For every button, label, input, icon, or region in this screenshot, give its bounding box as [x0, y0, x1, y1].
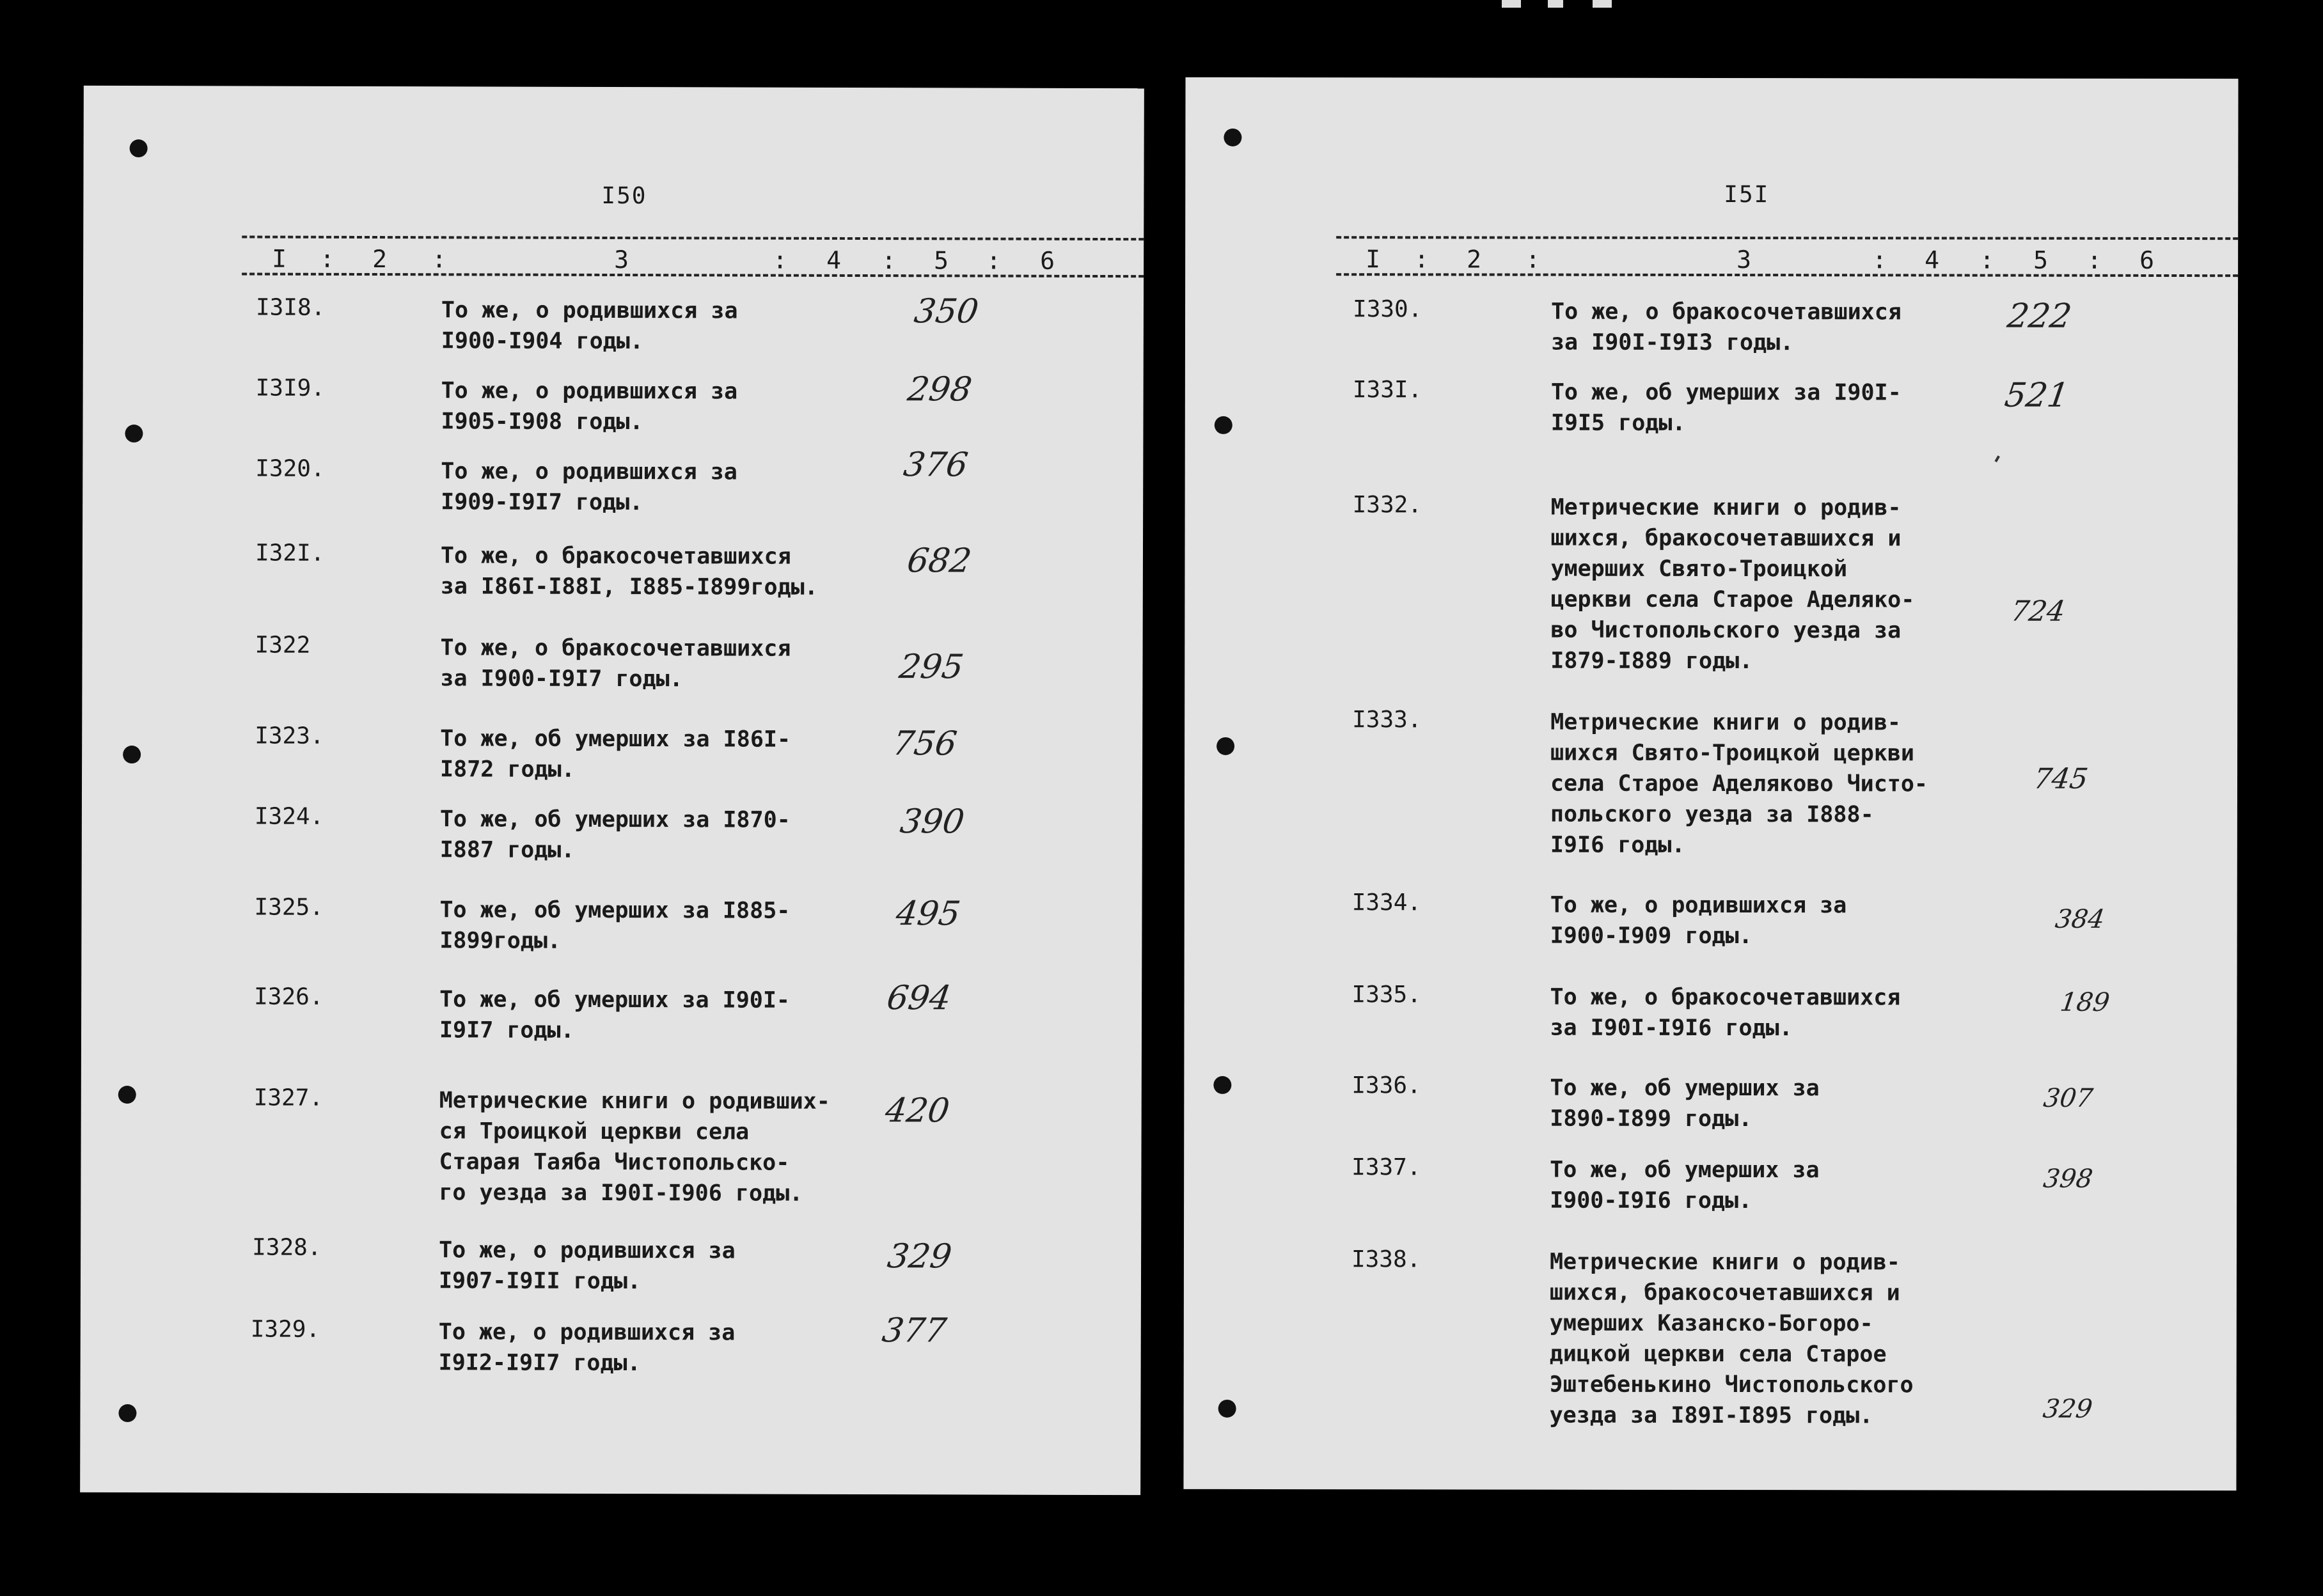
sheet-count: 377 — [879, 1311, 949, 1350]
sheet-count: 745 — [2031, 762, 2090, 795]
sheet-count: 376 — [901, 446, 970, 485]
item-description: То же, о бракосочетавшихся за I900-I9I7 годы. — [440, 635, 791, 692]
item-number: I328. — [252, 1234, 322, 1261]
item-description: То же, о бракосочетавшихся за I90I-I9I3 годы. — [1550, 299, 1902, 356]
item-number: I336. — [1351, 1072, 1421, 1099]
page-right — [1183, 77, 2238, 1490]
item-description: То же, об умерших за I90I- I9I5 годы. — [1550, 379, 1902, 436]
item-description: То же, о родившихся за I900-I909 годы. — [1550, 892, 1847, 950]
item-number: I326. — [254, 983, 324, 1010]
sheet-count: 350 — [911, 292, 981, 331]
punch-hole — [1213, 1076, 1231, 1094]
punch-hole — [123, 746, 141, 763]
header-rule-top — [242, 235, 1144, 240]
column-header: I : 2 : 3 : 4 : 5 : 6 — [272, 244, 1055, 275]
header-rule-bottom — [1336, 273, 2238, 277]
sheet-count: 398 — [2041, 1164, 2095, 1194]
item-description: То же, об умерших за I86I- I872 годы. — [440, 726, 791, 783]
item-description: То же, о родившихся за I900-I904 годы. — [441, 297, 738, 355]
item-description: Метрические книги о родив- шихся, бракосочетавшихся и умерших Свято-Троицкой церкви села Старое Аделяко- во Чистопольского уезда за I879-I889 годы. — [1550, 494, 1915, 675]
item-number: I33I. — [1352, 377, 1422, 403]
item-description: То же, о родившихся за I907-I9II годы. — [438, 1237, 736, 1295]
film-edge-mark — [1548, 0, 1563, 8]
sheet-count: 295 — [897, 648, 966, 687]
punch-hole — [118, 1404, 136, 1422]
sheet-count: 694 — [884, 979, 954, 1018]
sheet-count: 390 — [897, 802, 967, 841]
header-rule-top — [1336, 236, 2238, 240]
item-description: То же, об умерших за I90I- I9I7 годы. — [439, 987, 791, 1044]
item-number: I334. — [1351, 889, 1422, 916]
sheet-count: 682 — [904, 542, 974, 581]
item-number: I322 — [255, 632, 311, 659]
item-description: То же, о бракосочетавшихся за I90I-I9I6 годы. — [1550, 984, 1901, 1042]
item-number: I332. — [1352, 492, 1422, 519]
page-number: I5I — [1724, 182, 1770, 208]
item-number: I323. — [255, 723, 324, 749]
item-description: Метрические книги о родивших- ся Троицкой церкви села Старая Таяба Чистопольско- го уезда за I90I-I906 годы. — [439, 1088, 830, 1207]
item-number: I338. — [1351, 1246, 1421, 1273]
item-number: I337. — [1351, 1154, 1421, 1181]
punch-hole — [1217, 737, 1234, 755]
item-description: То же, об умерших за I900-I9I6 годы. — [1550, 1157, 1820, 1214]
item-number: I3I8. — [255, 294, 326, 321]
sheet-count: 756 — [890, 724, 959, 763]
item-description: То же, о родившихся за I905-I908 годы. — [441, 378, 738, 435]
sheet-count: 420 — [883, 1091, 952, 1130]
item-description: То же, о родившихся за I9I2-I9I7 годы. — [438, 1319, 736, 1377]
sheet-count: 329 — [885, 1237, 954, 1276]
film-speck — [1994, 455, 1999, 462]
punch-hole — [1218, 1400, 1236, 1418]
film-edge-mark — [1593, 0, 1612, 8]
item-description: То же, об умерших за I870- I887 годы. — [439, 806, 791, 863]
item-number: I3I9. — [255, 375, 326, 402]
header-rule-bottom — [242, 272, 1144, 278]
sheet-count: 521 — [2002, 376, 2072, 415]
sheet-count: 329 — [2041, 1394, 2095, 1424]
page-number: I50 — [601, 182, 647, 210]
item-description: То же, о родившихся за I909-I9I7 годы. — [441, 458, 737, 516]
column-header: I : 2 : 3 : 4 : 5 : 6 — [1366, 245, 2155, 274]
punch-hole — [1224, 129, 1241, 146]
item-number: I32I. — [255, 540, 325, 567]
sheet-count: 307 — [2042, 1083, 2095, 1113]
item-number: I320. — [255, 455, 325, 482]
item-description: То же, об умерших за I890-I899 годы. — [1550, 1075, 1820, 1132]
punch-hole — [130, 139, 148, 157]
item-description: То же, об умерших за I885- I899годы. — [439, 897, 791, 954]
punch-hole — [118, 1086, 136, 1104]
item-number: I324. — [254, 803, 324, 830]
item-number: I325. — [254, 894, 324, 921]
punch-hole — [1215, 416, 1232, 434]
item-description: То же, о бракосочетавшихся за I86I-I88I, I885-I899годы. — [440, 543, 818, 600]
item-number: I333. — [1352, 707, 1422, 733]
film-edge-mark — [1502, 0, 1521, 8]
sheet-count: 189 — [2058, 987, 2112, 1017]
page-left — [80, 86, 1144, 1495]
sheet-count: 222 — [2004, 297, 2074, 336]
sheet-count: 298 — [905, 370, 975, 409]
item-number: I330. — [1353, 296, 1422, 323]
punch-hole — [125, 425, 143, 442]
item-number: I327. — [253, 1084, 324, 1111]
item-description: Метрические книги о родив- шихся, бракосочетавшихся и умерших Казанско-Богоро- дицкой церкви села Старое Эштебенькино Чистопольского уезда за I89I-I895 годы. — [1549, 1249, 1914, 1429]
item-description: Метрические книги о родив- шихся Свято-Троицкой церкви села Старое Аделяково Чисто- польского уезда за I888- I9I6 годы. — [1550, 709, 1928, 858]
item-number: I329. — [250, 1316, 320, 1343]
item-number: I335. — [1351, 982, 1421, 1008]
sheet-count: 724 — [2008, 595, 2067, 628]
sheet-count: 495 — [894, 895, 963, 934]
sheet-count: 384 — [2053, 904, 2107, 934]
